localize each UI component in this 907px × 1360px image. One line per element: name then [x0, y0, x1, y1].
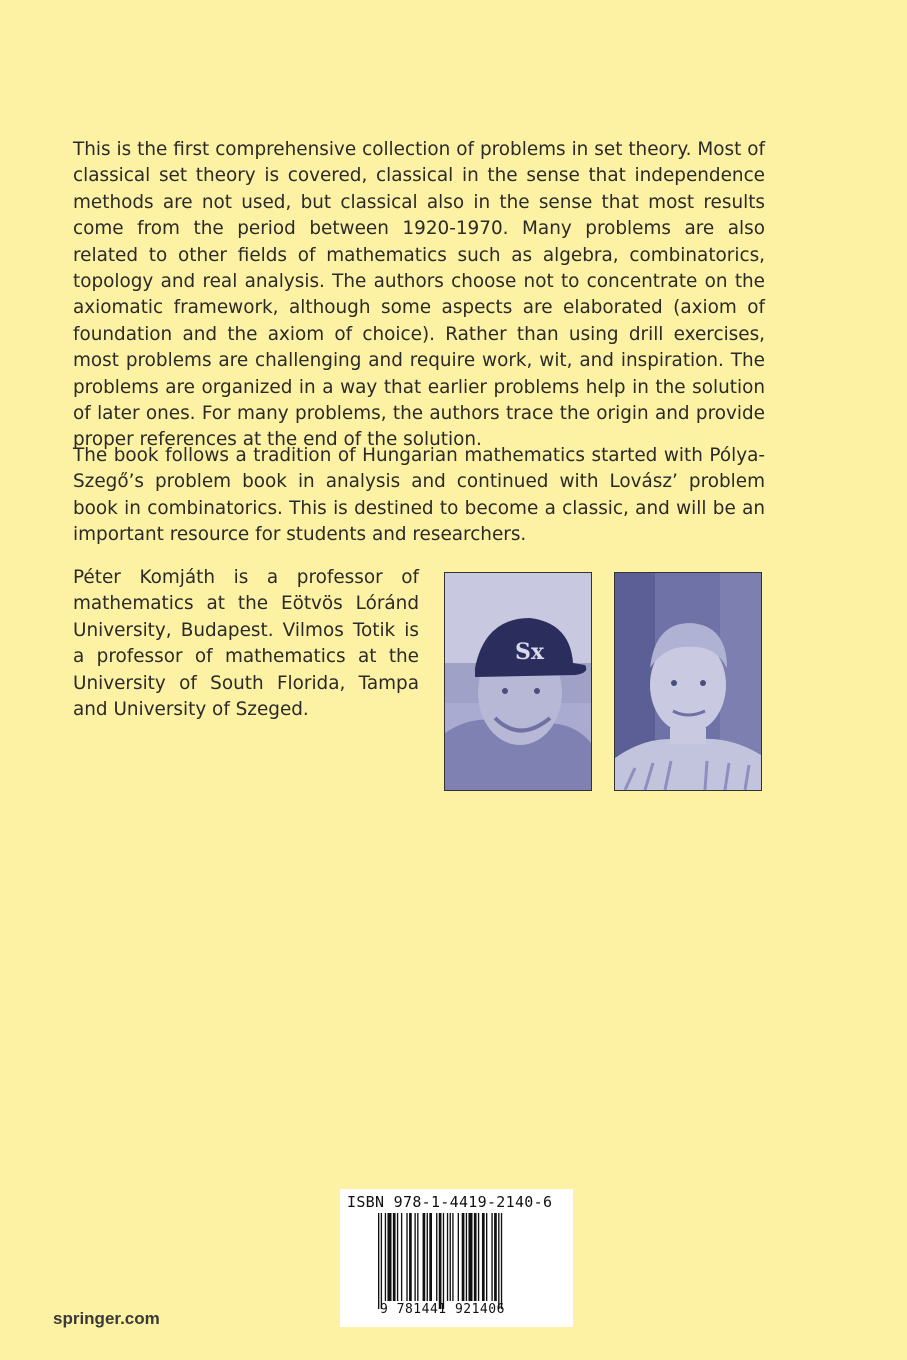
- author-photo-komjath-illustration: [445, 573, 591, 790]
- author-photo-totik-illustration: [615, 573, 761, 790]
- barcode-bars: [378, 1213, 538, 1313]
- author-bio: Péter Komjáth is a professor of mathematics at the Eötvös Lóránd University, Budapest. Vilmos Totik is a professor of mathematics at the University of South Florida, Tampa and University of Szeged.: [73, 567, 419, 721]
- author-photo-komjath: [444, 572, 592, 791]
- blurb-paragraph-1: This is the first comprehensive collection of problems in set theory. Most of classical set theory is covered, classical in the sense that independence methods are not used, but classical also in the sense that most results come from the period between 1920-1970. Many problems are also related to other fields of mathematics such as algebra, combinatorics, topology and real analysis. The authors choose not to concentrate on the axiomatic framework, although some aspects are elaborated (axiom of foundation and the axiom of choice). Rather than using drill exercises, most problems are challenging and require work, wit, and inspiration. The problems are organized in a way that earlier problems help in the solution of later ones. For many problems, the authors trace the origin and provide proper references at the end of the solution.: [73, 139, 765, 451]
- svg-text:Sx: Sx: [515, 639, 545, 665]
- author-photo-totik: [614, 572, 762, 791]
- isbn-label: ISBN 978-1-4419-2140-6: [347, 1193, 553, 1211]
- publisher-url[interactable]: springer.com: [53, 1309, 160, 1328]
- blurb-paragraph-2: The book follows a tradition of Hungarian mathematics started with Pólya-Szegő’s problem book in analysis and continued with Lovász’ problem book in combinatorics. This is destined to become a classic, and will be an important resource for students and researchers.: [73, 445, 765, 546]
- isbn-barcode: [340, 1189, 573, 1327]
- ean-digits: 9 781441 921406: [380, 1302, 505, 1317]
